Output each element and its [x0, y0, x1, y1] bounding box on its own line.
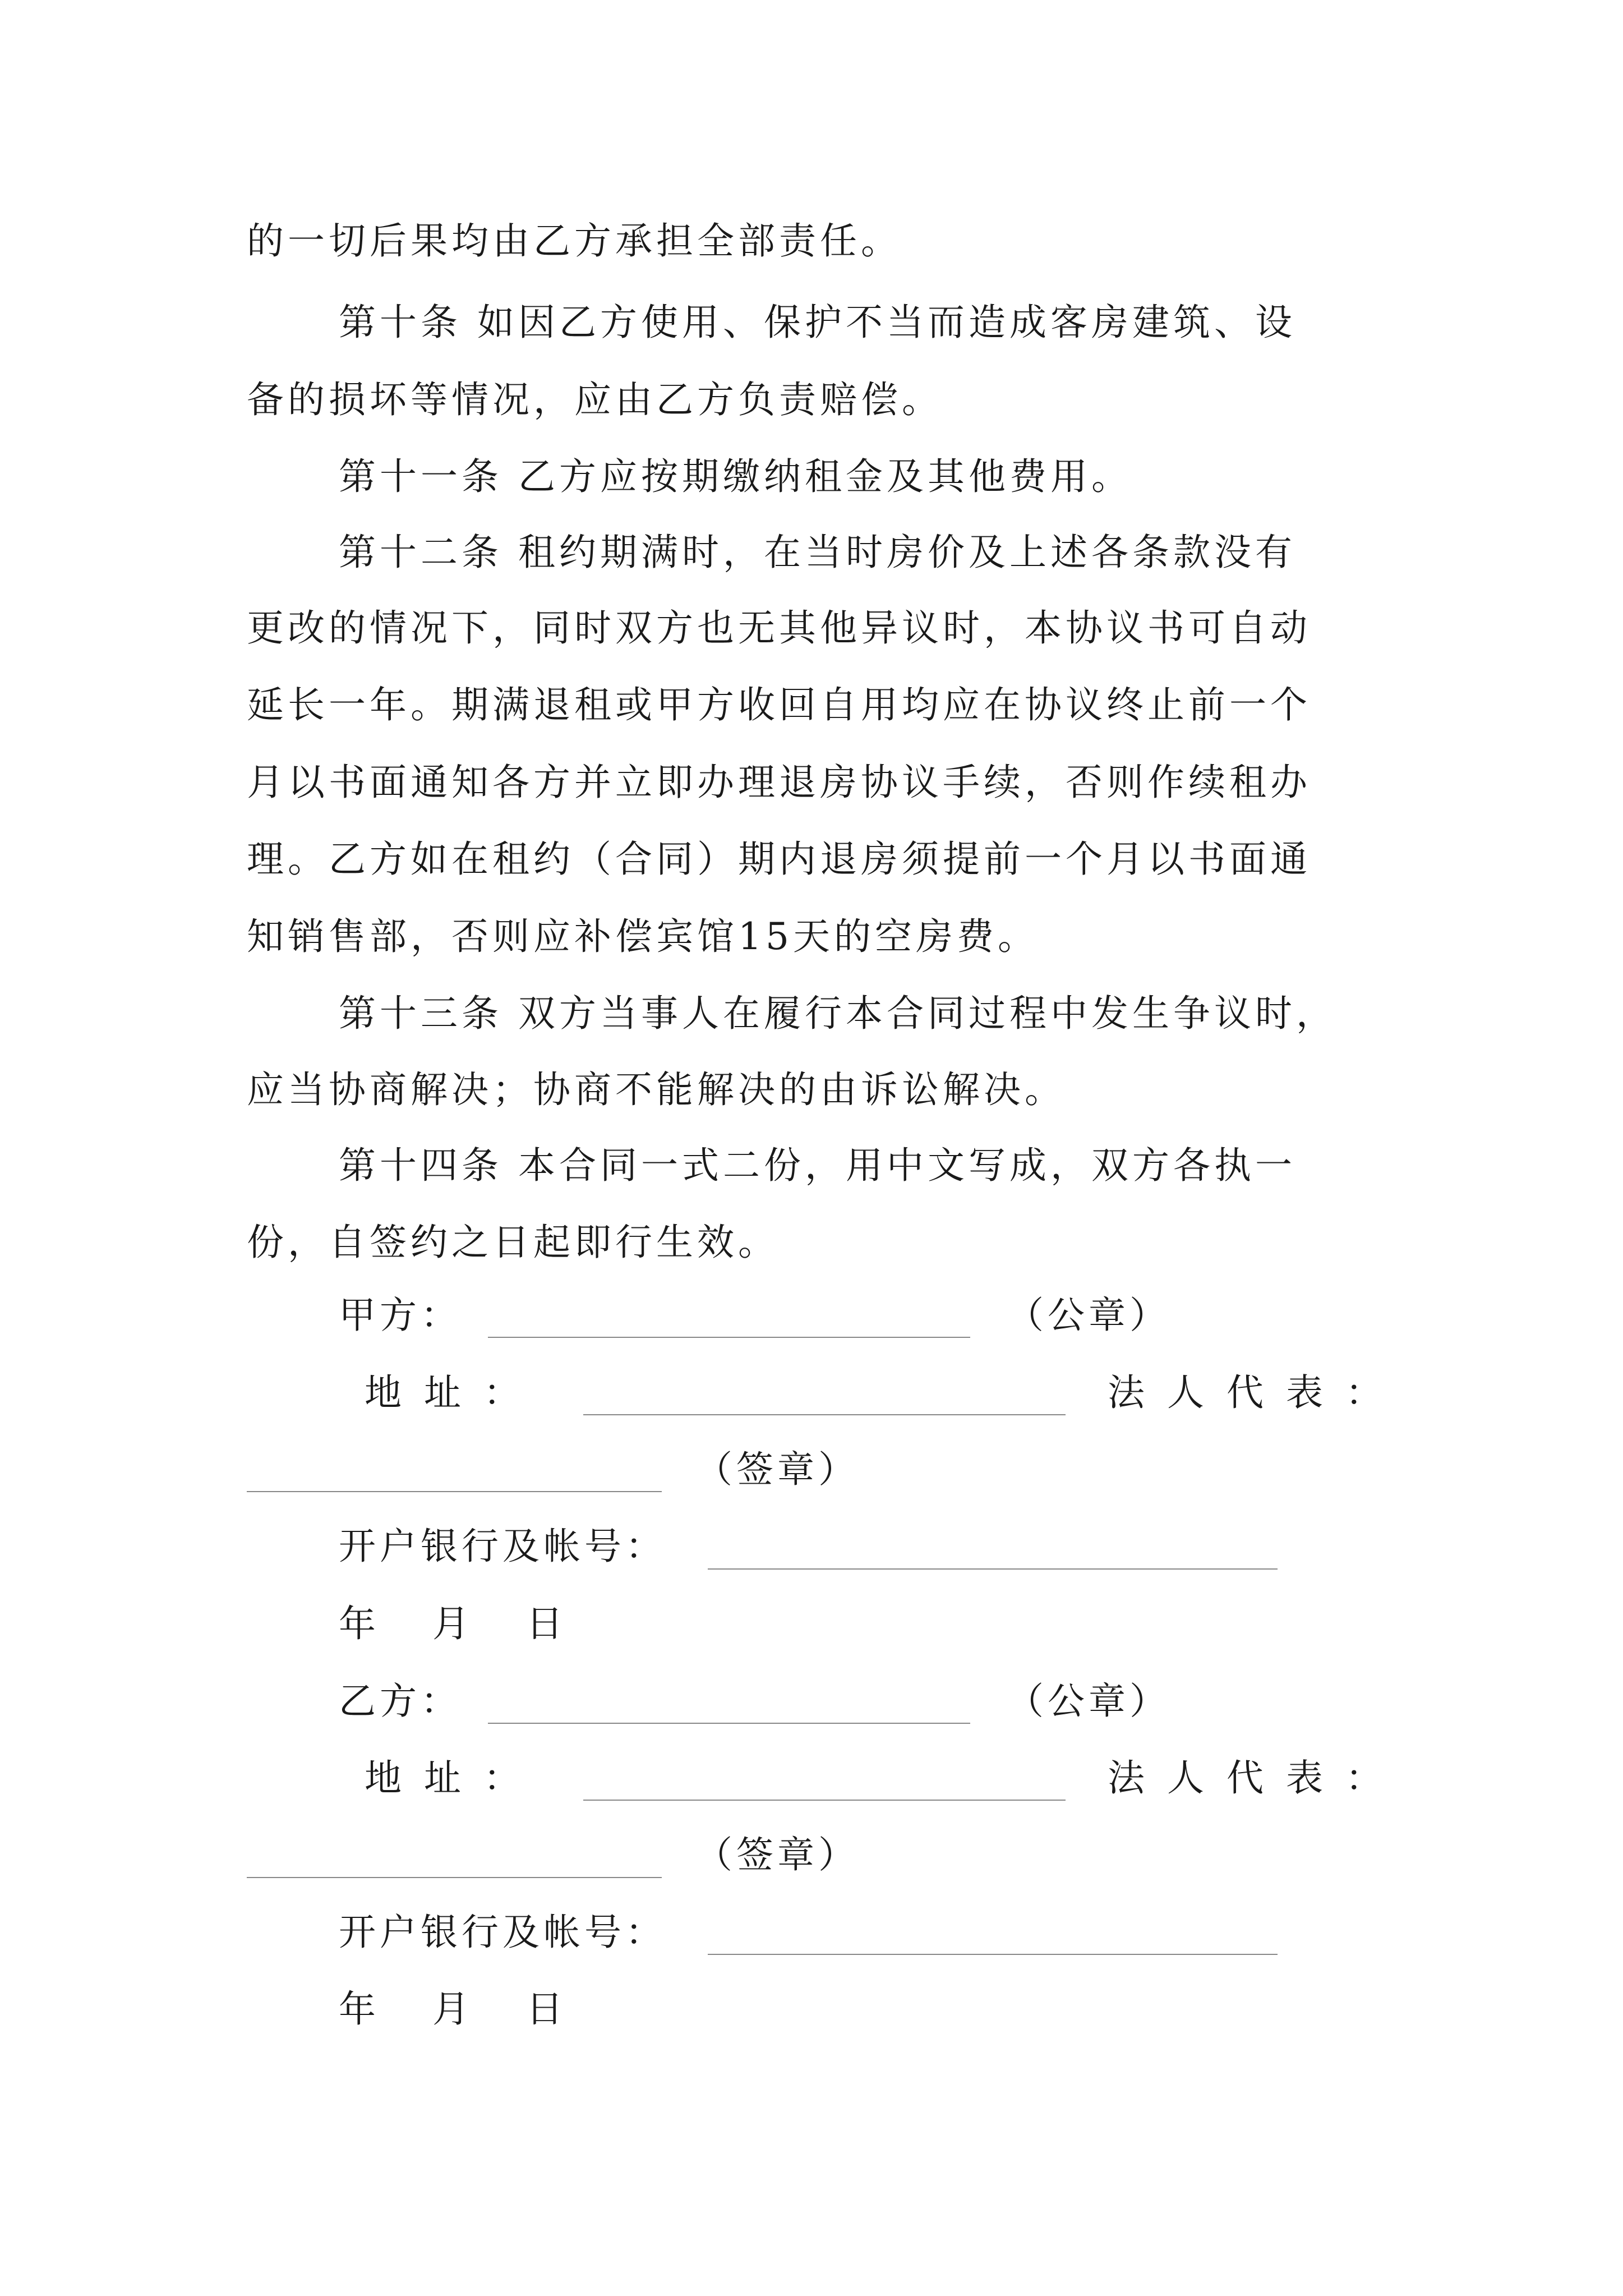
- party-a-rep-label: 法人代表：: [1108, 1371, 1405, 1414]
- party-b-date: 年 月 日: [339, 1987, 585, 2031]
- body-line: 的一切后果均由乙方承担全部责任。: [247, 219, 902, 263]
- party-b-rep-label: 法人代表：: [1108, 1756, 1405, 1800]
- article-10-line-1: 第十条 如因乙方使用、保护不当而造成客房建筑、设: [339, 301, 1296, 344]
- party-b-address-label: 地址：: [365, 1756, 543, 1800]
- party-a-address-field[interactable]: [583, 1414, 1066, 1415]
- article-12-line-3: 延长一年。期满退租或甲方收回自用均应在协议终止前一个: [247, 683, 1311, 726]
- party-a-bank-label: 开户银行及帐号：: [339, 1525, 666, 1568]
- party-a-date: 年 月 日: [339, 1602, 585, 1645]
- party-a-rep-field[interactable]: [247, 1491, 662, 1492]
- party-a-address-label: 地址：: [365, 1371, 543, 1414]
- article-11: 第十一条 乙方应按期缴纳租金及其他费用。: [339, 455, 1132, 498]
- party-b-address-field[interactable]: [583, 1800, 1066, 1801]
- party-b-name-field[interactable]: [488, 1723, 970, 1724]
- article-13-line-2: 应当协商解决；协商不能解决的由诉讼解决。: [247, 1068, 1066, 1111]
- party-b-sign: （签章）: [695, 1833, 859, 1876]
- party-b-label: 乙方：: [339, 1680, 462, 1723]
- party-b-bank-label: 开户银行及帐号：: [339, 1911, 666, 1954]
- party-a-sign: （签章）: [695, 1448, 859, 1491]
- party-a-bank-field[interactable]: [708, 1568, 1278, 1570]
- article-12-line-4: 月以书面通知各方并立即办理退房协议手续，否则作续租办: [247, 761, 1311, 804]
- article-12-line-2: 更改的情况下，同时双方也无其他异议时，本协议书可自动: [247, 606, 1311, 650]
- article-10-line-2: 备的损坏等情况，应由乙方负责赔偿。: [247, 378, 943, 421]
- article-14-line-2: 份，自签约之日起即行生效。: [247, 1221, 779, 1264]
- party-b-rep-field[interactable]: [247, 1877, 662, 1878]
- article-12-line-1: 第十二条 租约期满时，在当时房价及上述各条款没有: [339, 531, 1296, 574]
- party-b-seal: （公章）: [1007, 1680, 1170, 1723]
- party-a-label: 甲方：: [339, 1294, 462, 1337]
- article-13-line-1: 第十三条 双方当事人在履行本合同过程中发生争议时，: [339, 992, 1337, 1035]
- party-a-name-field[interactable]: [488, 1337, 970, 1338]
- article-12-line-5: 理。乙方如在租约（合同）期内退房须提前一个月以书面通: [247, 838, 1311, 881]
- article-12-line-6: 知销售部，否则应补偿宾馆15天的空房费。: [247, 915, 1039, 958]
- party-b-bank-field[interactable]: [708, 1954, 1278, 1955]
- article-14-line-1: 第十四条 本合同一式二份，用中文写成，双方各执一: [339, 1144, 1296, 1187]
- party-a-seal: （公章）: [1007, 1294, 1170, 1337]
